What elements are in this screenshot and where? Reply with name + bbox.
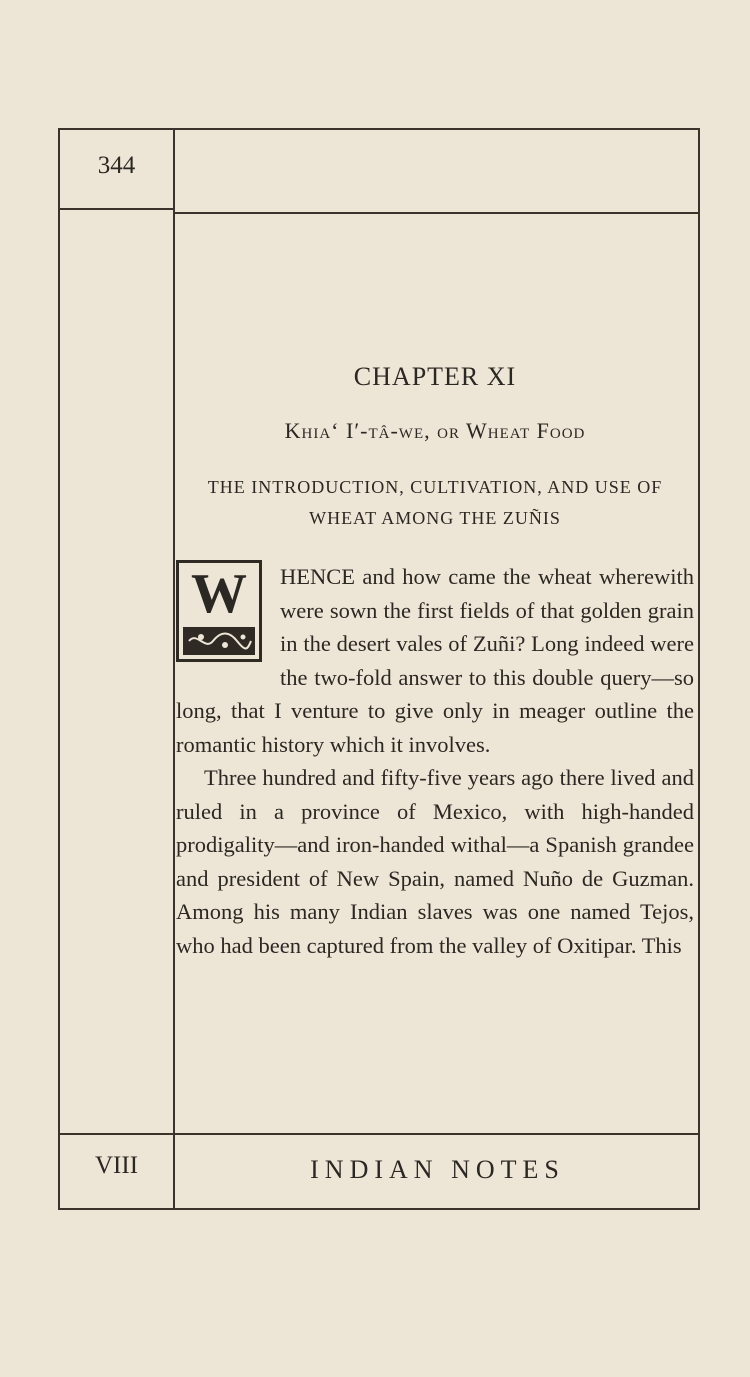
paragraph: Three hundred and fifty-five years ago there lived and ruled in a province of Mexico, with high-handed prodigality—and iron-handed withal—a Spanish grandee and president of New Spain, named Nuño de Guzman. Among his many Indian slaves was one named Tejos, who had been captured from the valley of Oxitipar. This [176,765,694,958]
body-text [176,560,694,962]
floral-ornament-icon [183,627,255,655]
main-content [176,214,694,962]
chapter-subtitle: Khia‘ I′-tâ-we, or Wheat Food [284,418,586,443]
page-number: 344 [97,152,136,179]
footer-rule [60,1133,698,1135]
header-rule-left [60,208,173,210]
paragraph-text: HENCE and how came the wheat wherewith were sown the first fields of that golden grain in the desert vales of Zuñi? Long indeed were the two-fold answer to this double query—so long, that I venture to give only in meager outline the romantic history which it involves. [176,564,694,757]
dropcap-letter: W [191,563,247,625]
page-frame [58,128,700,1210]
margin-divider [173,130,175,1208]
running-footer: INDIAN NOTES [310,1155,565,1184]
dropcap-initial [176,560,262,662]
section-number: VIII [94,1152,139,1179]
paragraph [176,560,694,761]
chapter-title: CHAPTER XI [353,362,517,391]
chapter-heading: THE INTRODUCTION, CULTIVATION, AND USE OF WHEAT AMONG THE ZUÑIS [207,477,663,528]
